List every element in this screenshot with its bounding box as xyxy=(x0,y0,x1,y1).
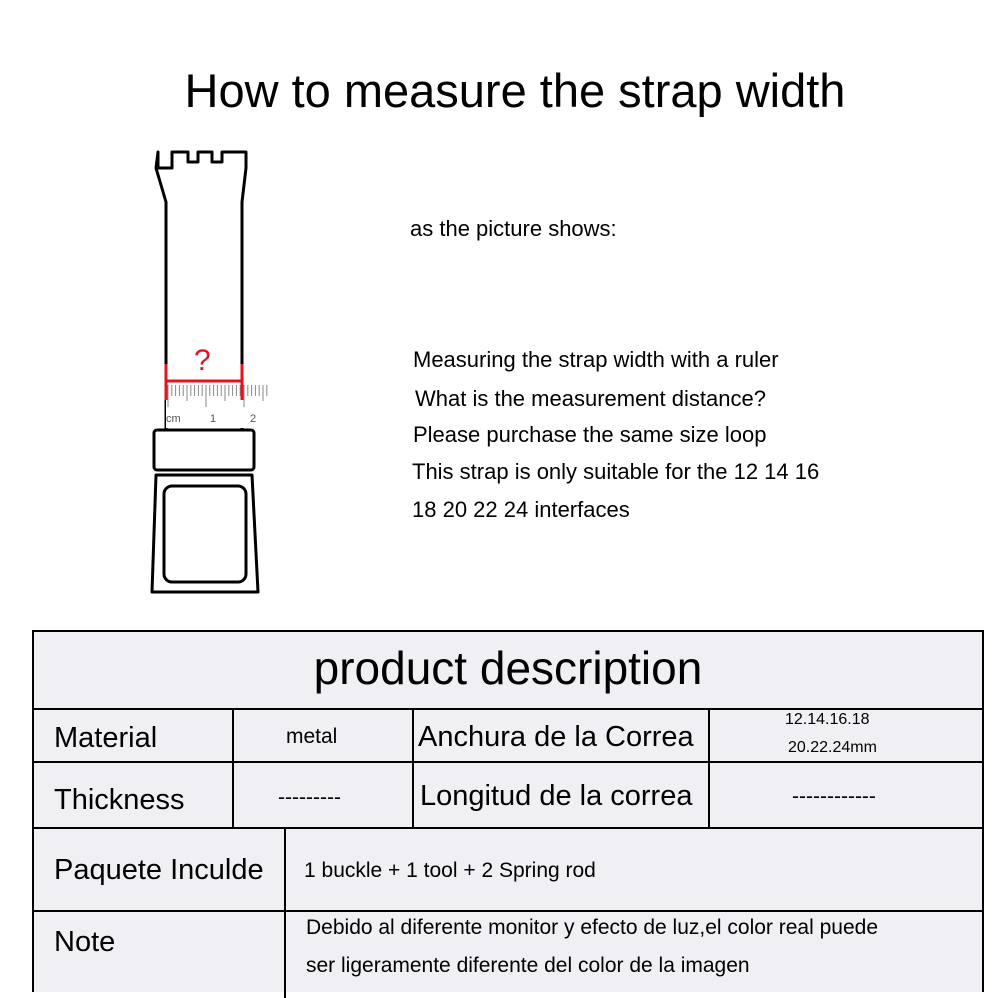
column-divider xyxy=(232,708,234,828)
strap-length-label: Longitud de la correa xyxy=(420,780,693,812)
note-line2: ser ligeramente diferente del color de la imagen xyxy=(306,954,750,977)
table-heading: product description xyxy=(313,642,703,694)
strap-loop xyxy=(154,430,254,470)
thickness-value: --------- xyxy=(278,786,341,809)
note-label: Note xyxy=(54,926,116,958)
note-line1: Debido al diferente monitor y efecto de luz,el color real puede xyxy=(306,916,879,939)
buckle-inner xyxy=(164,486,246,582)
thickness-label: Thickness xyxy=(54,784,185,816)
row-divider xyxy=(34,708,982,710)
instruction-line: Please purchase the same size loop xyxy=(413,422,767,447)
ruler-tick-label-1: 1 xyxy=(210,413,217,425)
ruler-tick-label-2: 2 xyxy=(250,413,257,425)
row-divider xyxy=(34,761,982,763)
instruction-line: Measuring the strap width with a ruler xyxy=(413,347,779,372)
strap-width-value-line1: 12.14.16.18 xyxy=(785,711,870,728)
row-divider xyxy=(34,827,982,829)
page-title: How to measure the strap width xyxy=(184,64,846,117)
ruler-unit-label: cm xyxy=(166,413,181,425)
strap-width-value-line2: 20.22.24mm xyxy=(788,739,877,756)
strap-length-value: ------------ xyxy=(792,785,876,808)
strap-width-label: Anchura de la Correa xyxy=(418,721,694,753)
instruction-line: What is the measurement distance? xyxy=(415,386,766,411)
product-description-table xyxy=(32,630,984,992)
intro-text: as the picture shows: xyxy=(410,216,617,241)
question-mark: ? xyxy=(194,344,211,377)
package-value: 1 buckle + 1 tool + 2 Spring rod xyxy=(304,859,596,882)
material-value: metal xyxy=(286,725,338,748)
instruction-line: This strap is only suitable for the 12 14 16 xyxy=(412,459,820,484)
row-divider xyxy=(34,910,982,912)
column-divider xyxy=(708,708,710,828)
package-label: Paquete Inculde xyxy=(54,854,264,886)
column-divider xyxy=(412,708,414,828)
column-divider xyxy=(284,828,286,998)
strap-diagram xyxy=(140,140,290,600)
instruction-line: 18 20 22 24 interfaces xyxy=(412,497,630,522)
material-label: Material xyxy=(54,722,158,754)
